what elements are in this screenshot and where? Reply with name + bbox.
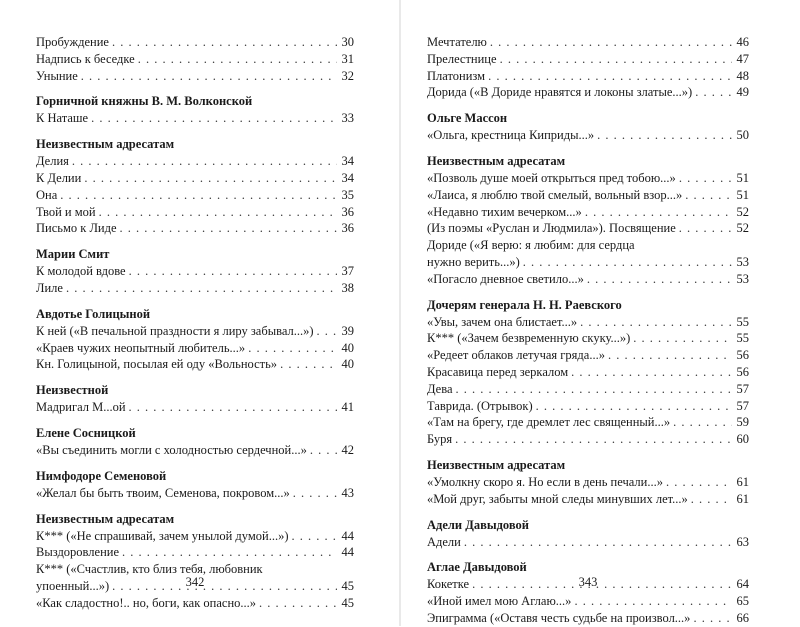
leader-dots bbox=[585, 204, 732, 221]
toc-entry-title: Эпиграмма («Оставя честь судьбе на произвол...» bbox=[427, 610, 691, 625]
toc-entry-title: Прелестнице bbox=[427, 51, 497, 66]
toc-entry bbox=[427, 204, 749, 221]
toc-entry-page: 53 bbox=[736, 254, 749, 269]
leader-dots bbox=[66, 280, 337, 297]
toc-entry-page: 51 bbox=[736, 170, 749, 185]
section-heading: Марии Смит bbox=[36, 247, 110, 262]
section-heading: Аглае Давыдовой bbox=[427, 560, 527, 575]
toc-entry-page: 63 bbox=[736, 534, 749, 549]
toc-entry bbox=[36, 110, 354, 127]
toc-entry-page: 55 bbox=[736, 314, 749, 329]
toc-entry bbox=[427, 330, 749, 347]
section-heading: Неизвестным адресатам bbox=[427, 457, 566, 472]
toc-entry-title: Буря bbox=[427, 432, 453, 447]
leader-dots bbox=[310, 442, 337, 459]
toc-section bbox=[36, 306, 354, 373]
toc-entry bbox=[427, 68, 749, 85]
toc-entry bbox=[427, 381, 749, 398]
toc-entry-page: 42 bbox=[341, 442, 354, 457]
toc-entry bbox=[427, 271, 749, 288]
toc-section bbox=[36, 468, 354, 502]
toc-entry bbox=[427, 610, 749, 627]
toc-entry bbox=[427, 431, 749, 448]
leader-dots bbox=[120, 220, 337, 237]
toc-entry bbox=[427, 34, 749, 51]
toc-entry bbox=[427, 364, 749, 381]
leader-dots bbox=[91, 110, 337, 127]
page-number-right: 343 bbox=[578, 575, 598, 589]
leader-dots bbox=[122, 544, 337, 561]
toc-entry-page: 61 bbox=[736, 474, 749, 489]
toc-entry-title: Делия bbox=[36, 154, 69, 169]
section-heading: Адели Давыдовой bbox=[427, 517, 529, 532]
leader-dots bbox=[691, 491, 732, 508]
toc-entry bbox=[36, 356, 354, 373]
toc-entry-page: 35 bbox=[341, 187, 354, 202]
toc-entry-page: 38 bbox=[341, 280, 354, 295]
right-page bbox=[427, 34, 749, 625]
toc-entry bbox=[427, 414, 749, 431]
left-page bbox=[36, 34, 354, 610]
toc-entry bbox=[427, 237, 749, 254]
toc-entry-title: нужно верить...») bbox=[427, 254, 520, 269]
toc-entry-title: Выздоровление bbox=[36, 545, 120, 560]
toc-section bbox=[36, 425, 354, 459]
section-heading: Авдотье Голицыной bbox=[36, 306, 151, 321]
toc-entry-title: Она bbox=[36, 187, 58, 202]
toc-entry-page: 37 bbox=[341, 264, 354, 279]
toc-entry-title: Письмо к Лиде bbox=[36, 221, 117, 236]
toc-entry-title: «Недавно тихим вечерком...» bbox=[427, 204, 582, 219]
toc-section bbox=[427, 297, 749, 448]
leader-dots bbox=[490, 34, 732, 51]
leader-dots bbox=[633, 330, 732, 347]
leader-dots bbox=[84, 170, 337, 187]
toc-entry bbox=[427, 127, 749, 144]
leader-dots bbox=[464, 534, 732, 551]
toc-entry-title: Дорида («В Дориде нравятся и локоны златые...») bbox=[427, 85, 693, 100]
section-heading: Ольге Массон bbox=[427, 111, 508, 126]
leader-dots bbox=[129, 263, 337, 280]
section-heading: Неизвестным адресатам bbox=[36, 137, 175, 152]
leader-dots bbox=[500, 51, 732, 68]
toc-entry-page: 61 bbox=[736, 491, 749, 506]
toc-entry bbox=[36, 187, 354, 204]
toc-entry bbox=[36, 528, 354, 545]
toc-entry-title: К*** («Счастлив, кто близ тебя, любовник bbox=[36, 562, 263, 577]
leader-dots bbox=[536, 398, 732, 415]
toc-entry-title: «Мой друг, забыты мной следы минувших лет...» bbox=[427, 491, 688, 506]
toc-entry-title: «Позволь душе моей открыться пред тобою...» bbox=[427, 170, 676, 185]
leader-dots bbox=[574, 593, 732, 610]
toc-entry-page: 40 bbox=[341, 357, 354, 372]
toc-entry bbox=[36, 263, 354, 280]
toc-entry-page: 56 bbox=[736, 348, 749, 363]
toc-entry bbox=[427, 187, 749, 204]
toc-entry-page: 44 bbox=[341, 545, 354, 560]
toc-entry bbox=[427, 398, 749, 415]
toc-entry-title: Кн. Голицыной, посылая ей оду «Вольность» bbox=[36, 357, 278, 372]
toc-entry-page: 49 bbox=[736, 85, 749, 100]
toc-entry-title: «Иной имел мою Аглаю...» bbox=[427, 594, 572, 609]
toc-entry-page: 32 bbox=[341, 68, 354, 83]
toc-entry-page: 47 bbox=[736, 51, 749, 66]
toc-entry-title: К Делии bbox=[36, 170, 82, 185]
toc-entry bbox=[427, 220, 749, 237]
toc-entry bbox=[427, 84, 749, 101]
leader-dots bbox=[523, 254, 732, 271]
toc-entry bbox=[36, 51, 354, 68]
toc-entry-page: 52 bbox=[736, 221, 749, 236]
toc-entry-page: 33 bbox=[341, 111, 354, 126]
toc-entry bbox=[36, 204, 354, 221]
toc-entry-title: К молодой вдове bbox=[36, 264, 126, 279]
leader-dots bbox=[291, 528, 337, 545]
toc-entry bbox=[36, 220, 354, 237]
leader-dots bbox=[679, 220, 732, 237]
toc-entry-page: 39 bbox=[341, 323, 354, 338]
leader-dots bbox=[72, 153, 337, 170]
toc-entry-page: 55 bbox=[736, 331, 749, 346]
leader-dots bbox=[99, 204, 337, 221]
toc-entry-title: «Редеет облаков летучая гряда...» bbox=[427, 348, 605, 363]
leader-dots bbox=[685, 187, 732, 204]
section-heading: Нимфодоре Семеновой bbox=[36, 468, 167, 483]
leader-dots bbox=[60, 187, 337, 204]
toc-entry bbox=[427, 170, 749, 187]
leader-dots bbox=[597, 127, 732, 144]
toc-section bbox=[36, 246, 354, 297]
toc-entry-page: 65 bbox=[736, 594, 749, 609]
leader-dots bbox=[693, 610, 732, 627]
toc-section bbox=[36, 136, 354, 237]
leader-dots bbox=[456, 381, 732, 398]
toc-entry-title: К*** («Не спрашивай, зачем унылой думой...») bbox=[36, 528, 289, 543]
leader-dots bbox=[81, 68, 337, 85]
leader-dots bbox=[608, 347, 732, 364]
leader-dots bbox=[488, 68, 732, 85]
toc-entry bbox=[427, 593, 749, 610]
section-heading: Горничной княжны В. М. Волконской bbox=[36, 94, 253, 109]
toc-entry bbox=[36, 34, 354, 51]
toc-entry bbox=[36, 280, 354, 297]
toc-entry-title: «Увы, зачем она блистает...» bbox=[427, 314, 578, 329]
toc-entry-page: 46 bbox=[736, 35, 749, 49]
toc-entry bbox=[36, 68, 354, 85]
toc-section bbox=[427, 559, 749, 626]
toc-entry-page: 36 bbox=[341, 221, 354, 236]
toc-entry-title: «Как сладостно!.. но, боги, как опасно...» bbox=[36, 595, 257, 610]
toc-entry bbox=[427, 534, 749, 551]
section-heading: Неизвестным адресатам bbox=[427, 153, 566, 168]
toc-section bbox=[427, 517, 749, 551]
toc-entry-page: 57 bbox=[736, 381, 749, 396]
toc-entry-title: Таврида. (Отрывок) bbox=[427, 398, 533, 413]
toc-entry-title: Уныние bbox=[36, 68, 78, 83]
section-heading: Неизвестным адресатам bbox=[36, 511, 175, 526]
toc-entry-page: 60 bbox=[736, 432, 749, 447]
toc-entry-title: «Ольга, крестница Киприды...» bbox=[427, 128, 595, 143]
section-heading: Дочерям генерала Н. Н. Раевского bbox=[427, 297, 622, 312]
toc-entry-title: «Краев чужих неопытный любитель...» bbox=[36, 340, 246, 355]
page-number-left: 342 bbox=[185, 575, 205, 589]
section-heading: Неизвестной bbox=[36, 383, 109, 398]
gutter bbox=[399, 0, 401, 626]
toc-entry-page: 52 bbox=[736, 204, 749, 219]
toc-entry-title: Пробуждение bbox=[36, 35, 109, 49]
toc-entry-page: 43 bbox=[341, 485, 354, 500]
toc-entry-page: 34 bbox=[341, 154, 354, 169]
toc-entry-title: Мадригал М...ой bbox=[36, 400, 126, 415]
toc-entry-page: 30 bbox=[341, 35, 354, 49]
toc-entry-title: Твой и мой bbox=[36, 204, 96, 219]
leader-dots bbox=[571, 364, 732, 381]
toc-entry-title: «Лаиса, я люблю твой смелый, вольный взор...» bbox=[427, 187, 683, 202]
toc-entry-title: «Желал бы быть твоим, Семенова, покровом...» bbox=[36, 485, 290, 500]
toc-entry-title: Дориде («Я верю: я любим: для сердца bbox=[427, 238, 635, 253]
leader-dots bbox=[129, 399, 337, 416]
leader-dots bbox=[259, 595, 337, 612]
toc-section bbox=[36, 382, 354, 416]
toc-entry bbox=[36, 485, 354, 502]
toc-entry bbox=[36, 153, 354, 170]
leader-dots bbox=[112, 34, 337, 51]
toc-section bbox=[427, 457, 749, 508]
toc-entry-title: Платонизм bbox=[427, 68, 486, 83]
leader-dots bbox=[455, 431, 732, 448]
toc-entry-title: «Погасло дневное светило...» bbox=[427, 271, 584, 286]
toc-entry-title: Красавица перед зеркалом bbox=[427, 364, 569, 379]
toc-entry-page: 64 bbox=[736, 577, 749, 592]
toc-entry bbox=[427, 254, 749, 271]
toc-entry-title: К Наташе bbox=[36, 111, 89, 126]
toc-entry-page: 51 bbox=[736, 187, 749, 202]
leader-dots bbox=[580, 314, 732, 331]
toc-entry-page: 34 bbox=[341, 170, 354, 185]
toc-left-list bbox=[36, 34, 354, 612]
toc-entry-page: 59 bbox=[736, 415, 749, 430]
toc-right-list bbox=[427, 34, 749, 627]
toc-entry-page: 66 bbox=[736, 610, 749, 625]
toc-entry bbox=[36, 340, 354, 357]
toc-entry-page: 50 bbox=[736, 128, 749, 143]
toc-entry-page: 41 bbox=[341, 400, 354, 415]
toc-entry-page: 57 bbox=[736, 398, 749, 413]
leader-dots bbox=[587, 271, 732, 288]
toc-entry-title: «Умолкну скоро я. Но если в день печали...» bbox=[427, 474, 663, 489]
toc-entry-title: упоенный...») bbox=[36, 578, 110, 593]
toc-entry-page: 40 bbox=[341, 340, 354, 355]
toc-entry-title: К ней («В печальной праздности я лиру забывал...») bbox=[36, 323, 314, 338]
leader-dots bbox=[293, 485, 337, 502]
toc-entry bbox=[36, 442, 354, 459]
toc-entry bbox=[36, 170, 354, 187]
toc-entry-page: 56 bbox=[736, 364, 749, 379]
leader-dots bbox=[248, 340, 337, 357]
toc-entry-page: 44 bbox=[341, 528, 354, 543]
toc-entry-title: К*** («Зачем безвременную скуку...») bbox=[427, 331, 631, 346]
leader-dots bbox=[695, 84, 732, 101]
leader-dots bbox=[666, 474, 732, 491]
toc-entry-page: 53 bbox=[736, 271, 749, 286]
leader-dots bbox=[138, 51, 337, 68]
toc-section bbox=[36, 511, 354, 612]
toc-entry-page: 45 bbox=[341, 578, 354, 593]
toc-entry-title: Мечтателю bbox=[427, 35, 487, 49]
toc-entry-title: Адели bbox=[427, 534, 461, 549]
toc-entry-title: (Из поэмы «Руслан и Людмила»). Посвящение bbox=[427, 221, 676, 236]
toc-entry-title: Дева bbox=[427, 381, 453, 396]
toc-entry bbox=[427, 51, 749, 68]
toc-entry bbox=[427, 474, 749, 491]
leader-dots bbox=[673, 414, 732, 431]
section-heading: Елене Сосницкой bbox=[36, 425, 136, 440]
toc-section bbox=[36, 93, 354, 127]
toc-entry-title: Кокетке bbox=[427, 577, 470, 592]
toc-entry-page: 48 bbox=[736, 68, 749, 83]
toc-entry-title: Лиле bbox=[36, 280, 63, 295]
toc-section bbox=[427, 110, 749, 144]
toc-entry bbox=[36, 399, 354, 416]
toc-section bbox=[427, 153, 749, 288]
toc-entry-title: «Вы съединить могли с холодностью сердечной...» bbox=[36, 442, 307, 457]
toc-entry-page: 31 bbox=[341, 51, 354, 66]
toc-entry-title: Надпись к беседке bbox=[36, 51, 135, 66]
toc-entry-page: 36 bbox=[341, 204, 354, 219]
toc-entry-page: 45 bbox=[341, 595, 354, 610]
toc-entry bbox=[427, 347, 749, 364]
leader-dots bbox=[679, 170, 732, 187]
toc-entry bbox=[36, 595, 354, 612]
toc-entry bbox=[427, 314, 749, 331]
leader-dots bbox=[280, 356, 337, 373]
toc-entry bbox=[36, 544, 354, 561]
toc-entry bbox=[427, 491, 749, 508]
toc-entry-title: «Там на брегу, где дремлет лес священный...» bbox=[427, 415, 671, 430]
toc-entry bbox=[36, 323, 354, 340]
leader-dots bbox=[317, 323, 337, 340]
